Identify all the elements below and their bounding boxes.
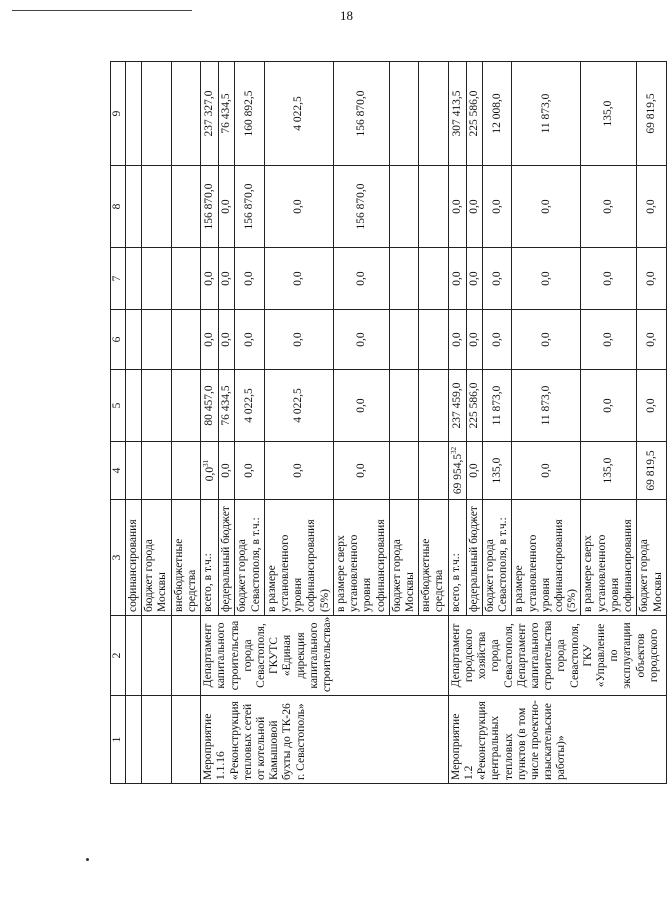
value-cell: 0,0 xyxy=(264,166,333,248)
value-cell: 0,0 xyxy=(581,166,637,248)
value-cell: 0,0 xyxy=(637,370,666,442)
value-cell: 0,0 xyxy=(235,248,264,310)
value-cell: 156 870,0 xyxy=(333,62,389,166)
funding-source: в размере сверх установленного уровня софинансирования xyxy=(581,500,637,616)
value-cell: 237 327,0 xyxy=(201,62,219,166)
value-cell: 4 022,5 xyxy=(235,370,264,442)
funding-source: в размере установленного уровня софинансирования (5%) xyxy=(512,500,581,616)
value-cell: 0,0 xyxy=(219,166,235,248)
value-cell: 0,0 xyxy=(264,248,333,310)
funding-source: федеральный бюджет xyxy=(466,500,482,616)
value-cell: $0,0^{31}$ xyxy=(201,442,219,500)
margin-dot xyxy=(86,858,89,861)
table-row xyxy=(126,62,142,784)
value-cell: 0,0 xyxy=(482,310,511,370)
funding-source: внебюджетные средства xyxy=(171,500,200,616)
funding-source: бюджет города Севастополя, в т.ч.: xyxy=(482,500,511,616)
value-cell: 0,0 xyxy=(512,166,581,248)
value-cell: 4 022,5 xyxy=(264,370,333,442)
value-cell: 0,0 xyxy=(333,248,389,310)
page-number: 18 xyxy=(340,8,353,23)
table-row xyxy=(201,62,219,784)
measure-name: Мероприятие 1.2 «Реконструкция центральных тепловых пунктов (в том числе проектно-изыскательские работы)» xyxy=(448,696,666,784)
funding-source: бюджет города Москвы xyxy=(142,500,171,616)
value-cell: 0,0 xyxy=(333,370,389,442)
funding-source: федеральный бюджет xyxy=(219,500,235,616)
value-cell: 156 870,0 xyxy=(235,166,264,248)
value-cell: 160 892,5 xyxy=(235,62,264,166)
value-cell: 135,0 xyxy=(581,442,637,500)
value-cell: 135,0 xyxy=(581,62,637,166)
col-header: 8 xyxy=(111,166,126,248)
value-cell: 0,0 xyxy=(235,442,264,500)
value-cell: 11 873,0 xyxy=(512,62,581,166)
value-cell: 0,0 xyxy=(637,166,666,248)
value-cell: 11 873,0 xyxy=(512,370,581,442)
value-cell: 135,0 xyxy=(482,442,511,500)
value-cell: 0,0 xyxy=(219,442,235,500)
table-row xyxy=(448,62,466,784)
responsible-executor: Департамент городского хозяйства города Севастополя, Департамент капитального строительства города Севастополя, ГКУ «Управление по эксплуатации объектов городского xyxy=(448,616,666,696)
value-cell: 0,0 xyxy=(219,248,235,310)
value-cell: 0,0 xyxy=(637,310,666,370)
funding-source: всего, в т.ч.: xyxy=(448,500,466,616)
value-cell: 0,0 xyxy=(201,248,219,310)
value-cell: 76 434,5 xyxy=(219,370,235,442)
value-cell: 0,0 xyxy=(235,310,264,370)
value-cell: 237 459,0 xyxy=(448,370,466,442)
value-cell: 0,0 xyxy=(219,310,235,370)
value-cell: 0,0 xyxy=(333,442,389,500)
col-header: 3 xyxy=(111,500,126,616)
value-cell: 225 586,0 xyxy=(466,62,482,166)
value-cell: 0,0 xyxy=(448,248,466,310)
value-cell: 0,0 xyxy=(581,310,637,370)
footnote-ref: 31 xyxy=(202,459,211,467)
value-cell: 0,0 xyxy=(581,370,637,442)
value-cell: 4 022,5 xyxy=(264,62,333,166)
value-cell: 307 413,5 xyxy=(448,62,466,166)
value-cell: 0,0 xyxy=(637,248,666,310)
value-cell: 80 457,0 xyxy=(201,370,219,442)
col-header: 5 xyxy=(111,370,126,442)
funding-source: в размере установленного уровня софинансирования (5%) xyxy=(264,500,333,616)
financing-table xyxy=(110,61,667,784)
top-rule xyxy=(12,10,192,11)
value-cell: 156 870,0 xyxy=(333,166,389,248)
funding-source: в размере сверх установленного уровня софинансирования xyxy=(333,500,389,616)
funding-source: бюджет города Севастополя, в т.ч.: xyxy=(235,500,264,616)
col-header: 1 xyxy=(111,696,126,784)
measure-name: Мероприятие 1.1.16 «Реконструкция тепловых сетей от котельной Камышовой бухты до ТК-26 г. Севастополь» xyxy=(201,696,449,784)
value-cell: 0,0 xyxy=(512,310,581,370)
value-cell: 0,0 xyxy=(466,310,482,370)
value-cell: 0,0 xyxy=(333,310,389,370)
funding-source: бюджет города Москвы xyxy=(389,500,418,616)
col-header: 6 xyxy=(111,310,126,370)
header-row xyxy=(111,62,126,784)
col-header: 7 xyxy=(111,248,126,310)
col-header: 9 xyxy=(111,62,126,166)
footnote-ref: 32 xyxy=(449,446,458,454)
funding-source: бюджет города Москвы xyxy=(637,500,666,616)
value-cell: 0,0 xyxy=(448,310,466,370)
value-cell: 156 870,0 xyxy=(201,166,219,248)
table-area xyxy=(110,62,664,784)
value-cell: 69 819,5 xyxy=(637,62,666,166)
funding-source: всего, в т.ч.: xyxy=(201,500,219,616)
col-header: 4 xyxy=(111,442,126,500)
value-cell: 0,0 xyxy=(448,166,466,248)
table-row xyxy=(171,62,200,784)
value-cell: 69 954,5$^{32}$ xyxy=(448,442,466,500)
value-cell: 0,0 xyxy=(581,248,637,310)
value-cell: 0,0 xyxy=(482,248,511,310)
table-row xyxy=(142,62,171,784)
value-cell: 11 873,0 xyxy=(482,370,511,442)
col-header: 2 xyxy=(111,616,126,696)
funding-source: софинансирования xyxy=(126,500,142,616)
value-cell: 0,0 xyxy=(466,248,482,310)
value-cell: 76 434,5 xyxy=(219,62,235,166)
value-cell: 69 819,5 xyxy=(637,442,666,500)
value-cell: 225 586,0 xyxy=(466,370,482,442)
funding-source: внебюджетные средства xyxy=(419,500,448,616)
value-cell: 0,0 xyxy=(466,442,482,500)
responsible-executor: Департамент капитального строительства города Севастополя, ГКУТС «Единая дирекция капитального строительства» xyxy=(201,616,449,696)
value-cell: 0,0 xyxy=(466,166,482,248)
value-cell: 0,0 xyxy=(512,248,581,310)
value-cell: 0,0 xyxy=(482,166,511,248)
rotated-table-container xyxy=(110,62,664,784)
value-cell: 0,0 xyxy=(512,442,581,500)
value-cell: 0,0 xyxy=(264,310,333,370)
value-cell: 0,0 xyxy=(201,310,219,370)
value-cell: 0,0 xyxy=(264,442,333,500)
value-cell: 12 008,0 xyxy=(482,62,511,166)
